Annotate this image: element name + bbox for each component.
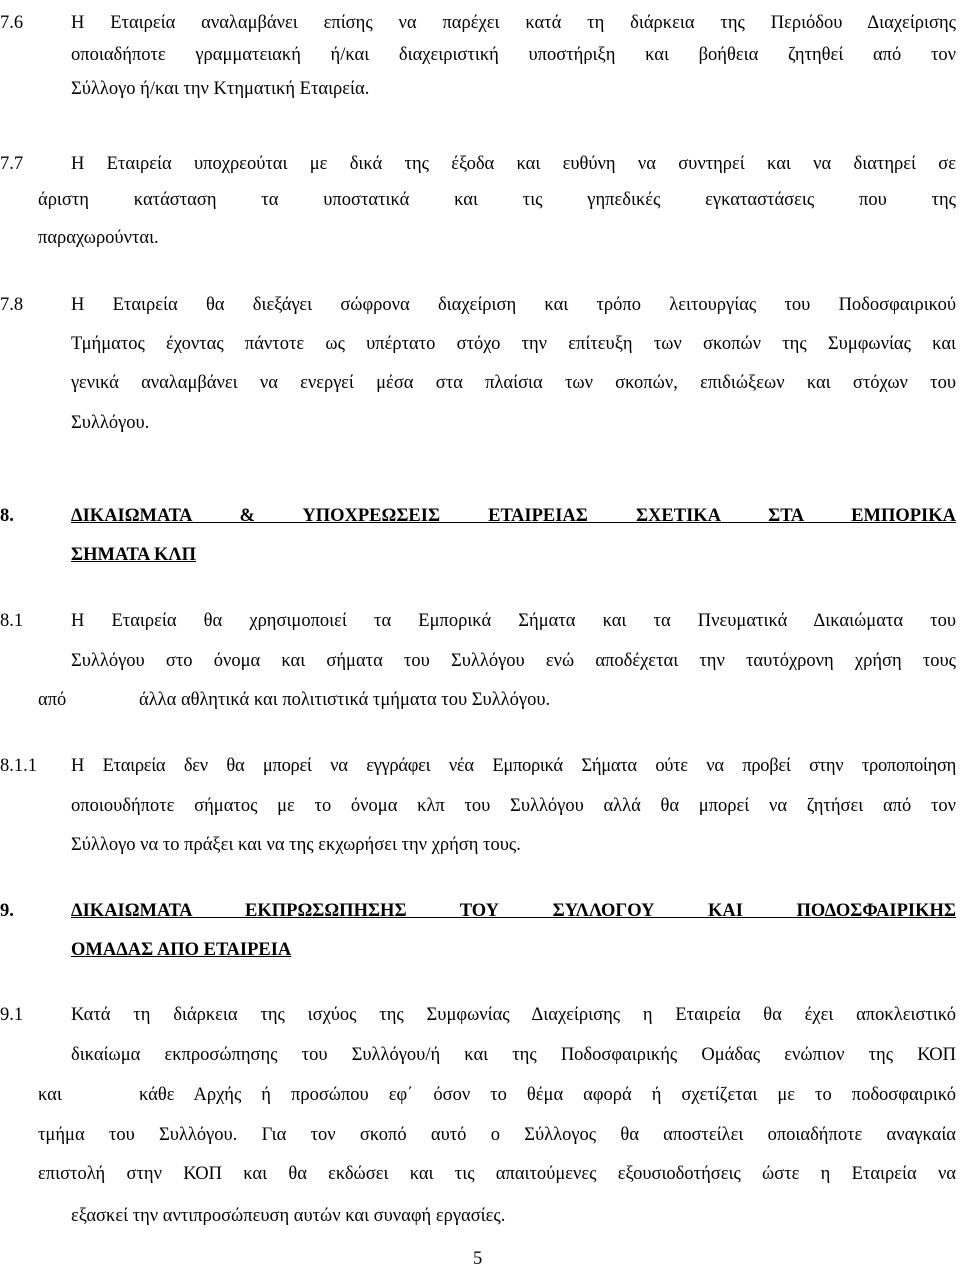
paragraph-line: άριστη κατάσταση τα υποστατικά και τις γηπεδικές εγκαταστάσεις που της	[38, 190, 956, 210]
section-heading: ΔΙΚΑΙΩΜΑΤΑ ΕΚΠΡΩΣΩΠΗΣΗΣ ΤΟΥ ΣΥΛΛΟΓΟΥ ΚΑΙ ΠΟΔΟΣΦΑΙΡΙΚΗΣ	[71, 901, 956, 921]
paragraph-line: Συλλόγου.	[71, 413, 150, 433]
section-number: 7.8	[0, 295, 24, 315]
paragraph-line: Η Εταιρεία θα χρησιμοποιεί τα Εμπορικά Σήματα και τα Πνευματικά Δικαιώματα του	[71, 611, 956, 631]
paragraph-line: παραχωρούνται.	[38, 228, 159, 248]
section-heading: ΣΗΜΑΤΑ ΚΛΠ	[71, 545, 197, 565]
heading-number: 9.	[0, 901, 14, 921]
section-heading: ΟΜΑΔΑΣ ΑΠΟ ΕΤΑΙΡΕΙΑ	[71, 940, 292, 960]
paragraph-line: επιστολή στην ΚΟΠ και θα εκδώσει και τις απαιτούμενες εξουσιοδοτήσεις ώστε η Εταιρεία να	[38, 1164, 956, 1184]
paragraph-line: Η Εταιρεία αναλαμβάνει επίσης να παρέχει κατά τη διάρκεια της Περιόδου Διαχείρισης	[71, 13, 956, 33]
paragraph-line: δικαίωμα εκπροσώπησης του Συλλόγου/ή και της Ποδοσφαιρικής Ομάδας ενώπιον της ΚΟΠ	[71, 1045, 956, 1065]
section-number: 8.1.1	[0, 756, 37, 776]
section-number: 7.6	[0, 13, 24, 33]
paragraph-line: οποιαδήποτε γραμματειακή ή/και διαχειριστική υποστήριξη και βοήθεια ζητηθεί από τον	[71, 45, 956, 65]
paragraph-line: Σύλλογο να το πράξει και να της εκχωρήσει την χρήση τους.	[71, 835, 521, 855]
paragraph-line: εξασκεί την αντιπροσώπευση αυτών και συναφή εργασίες.	[71, 1206, 506, 1226]
paragraph-line: οποιουδήποτε σήματος με το όνομα κλπ του Συλλόγου αλλά θα μπορεί να ζητήσει από τον	[71, 796, 956, 816]
section-number: 8.1	[0, 611, 24, 631]
paragraph-line: Η Εταιρεία θα διεξάγει σώφρονα διαχείριση και τρόπο λειτουργίας του Ποδοσφαιρικού	[71, 295, 956, 315]
paragraph-line: άλλα αθλητικά και πολιτιστικά τμήματα του Συλλόγου.	[139, 690, 551, 710]
heading-number: 8.	[0, 506, 14, 526]
paragraph-line: κάθε Αρχής ή προσώπου εφ΄ όσον το θέμα αφορά ή σχετίζεται με το ποδοσφαιρικό	[139, 1085, 956, 1105]
paragraph-line: Σύλλογο ή/και την Κτηματική Εταιρεία.	[71, 79, 370, 99]
paragraph-line: Συλλόγου στο όνομα και σήματα του Συλλόγου ενώ αποδέχεται την ταυτόχρονη χρήση τους	[71, 651, 956, 671]
paragraph-line: Η Εταιρεία υποχρεούται με δικά της έξοδα και ευθύνη να συντηρεί και να διατηρεί σε	[71, 154, 956, 174]
paragraph-line: Κατά τη διάρκεια της ισχύος της Συμφωνίας Διαχείρισης η Εταιρεία θα έχει αποκλειστικό	[71, 1005, 956, 1025]
page-number: 5	[473, 1249, 483, 1269]
section-number: 9.1	[0, 1005, 24, 1025]
paragraph-line: Τμήματος έχοντας πάντοτε ως υπέρτατο στόχο την επίτευξη των σκοπών της Συμφωνίας και	[71, 334, 956, 354]
section-number: 7.7	[0, 154, 24, 174]
paragraph-line: τμήμα του Συλλόγου. Για τον σκοπό αυτό ο Σύλλογος θα αποστείλει οποιαδήποτε αναγκαία	[38, 1125, 956, 1145]
paragraph-line: από	[38, 690, 67, 710]
paragraph-line: Η Εταιρεία δεν θα μπορεί να εγγράφει νέα Εμπορικά Σήματα ούτε να προβεί στην τροποποίηση	[71, 756, 956, 776]
section-heading: ΔΙΚΑΙΩΜΑΤΑ & ΥΠΟΧΡΕΩΣΕΙΣ ΕΤΑΙΡΕΙΑΣ ΣΧΕΤΙΚΑ ΣΤΑ ΕΜΠΟΡΙΚΑ	[71, 506, 956, 526]
paragraph-line: και	[38, 1085, 62, 1105]
paragraph-line: γενικά αναλαμβάνει να ενεργεί μέσα στα πλαίσια των σκοπών, επιδιώξεων και στόχων του	[71, 373, 956, 393]
